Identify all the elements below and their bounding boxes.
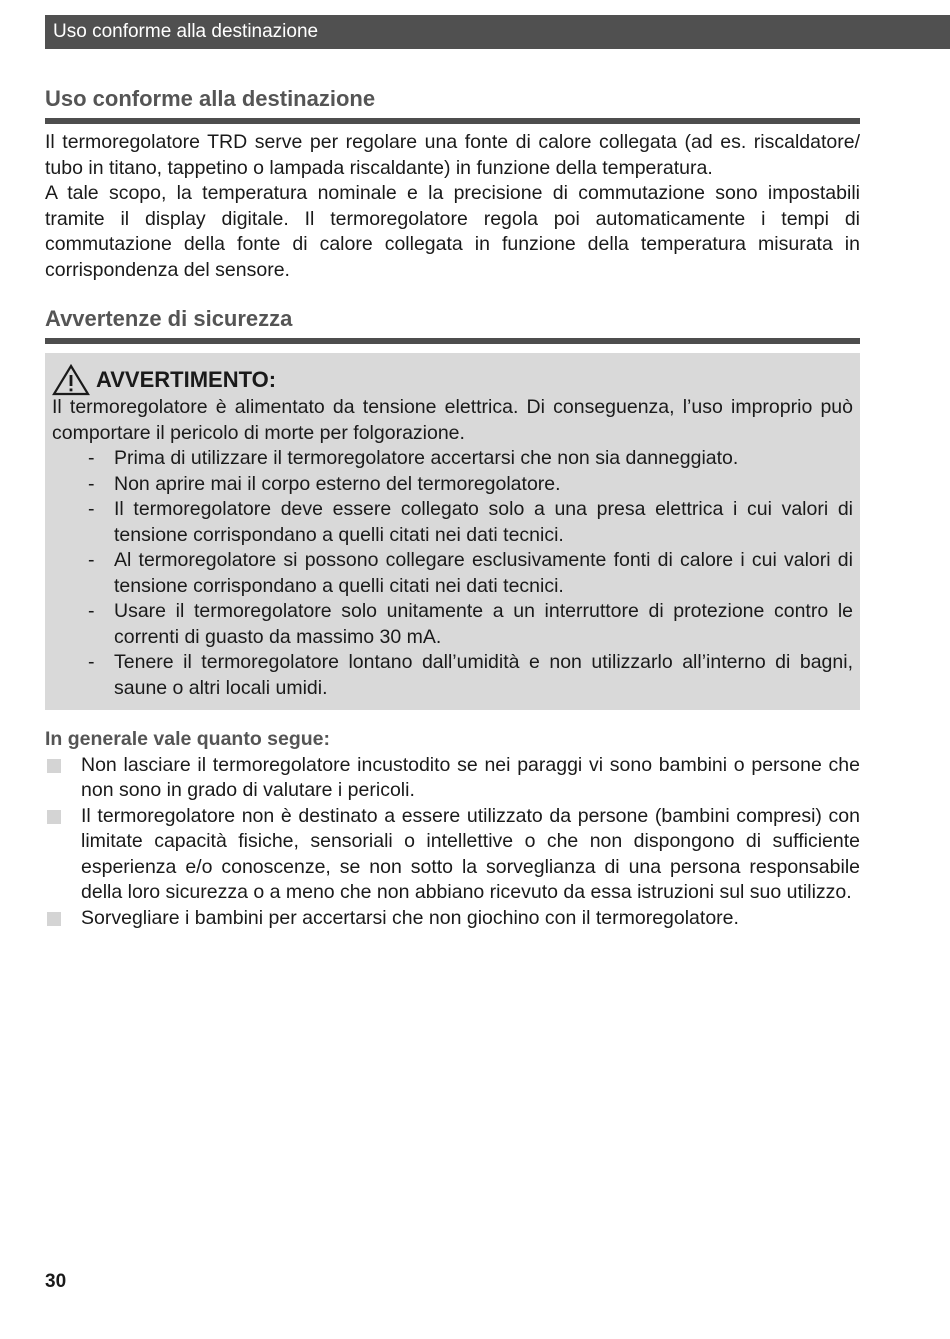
list-item: - Il termoregolatore deve essere collegato solo a una presa elettrica i cui valori di tensione corrispondano a quelli citati nei dati tecnici. [88,498,853,546]
section-safety-warnings [45,304,860,344]
list-item: - Usare il termoregolatore solo unitamente a un interruttore di protezione contro le correnti di guasto da massimo 30 mA. [88,600,853,648]
general-heading: In generale vale quanto segue: [45,728,330,750]
paragraph: A tale scopo, la temperatura nominale e la precisione di commutazione sono impostabili tramite il display digitale. Il termoregolatore regola poi automaticamente i tempi di commutazione della fonte di calore collegata in funzione della temperatura misurata in corrispondenza del sensore. [45,182,860,281]
section-heading-safety: Avvertenze di sicurezza [45,304,860,344]
list-item: Il termoregolatore non è destinato a essere utilizzato da persone (bambini compresi) con limitate capacità fisiche, sensoriali o intellettive o che non dispongono di sufficiente esperienza e/o conoscenze, se non sotto la sorveglianza di una persona responsabile della loro sicurezza o a meno che non abbiano ricevuto da essa istruzioni sul suo utilizzo. [45,804,860,906]
warning-list [52,446,853,701]
list-item: Sorvegliare i bambini per accertarsi che non giochino con il termoregolatore. [45,906,860,932]
section-heading-intended-use: Uso conforme alla destinazione [45,84,860,124]
warning-title: AVVERTIMENTO: [96,367,277,392]
list-item: Non lasciare il termoregolatore incustodito se nei paraggi vi sono bambini o persone che non sono in grado di valutare i pericoli. [45,753,860,804]
list-item: - Tenere il termoregolatore lontano dall’umidità e non utilizzarlo all’interno di bagni, saune o altri locali umidi. [88,651,853,699]
page-number: 30 [45,1271,67,1292]
square-bullet-icon [47,759,61,773]
square-bullet-icon [47,810,61,824]
running-header: Uso conforme alla destinazione [45,15,950,49]
square-bullet-icon [47,912,61,926]
section-intended-use [45,84,860,283]
warning-box [45,353,860,710]
list-item: - Al termoregolatore si possono collegare esclusivamente fonti di calore i cui valori di tensione corrispondano a quelli citati nei dati tecnici. [88,549,853,597]
section-body [45,130,860,283]
warning-header [52,365,853,395]
paragraph: Il termoregolatore TRD serve per regolare una fonte di calore collegata (ad es. riscaldatore/ tubo in titano, tappetino o lampada riscaldante) in funzione della temperatura. [45,131,860,179]
warning-intro: Il termoregolatore è alimentato da tensione elettrica. Di conseguenza, l’uso improprio può comportare il pericolo di morte per folgorazione. [52,396,853,444]
list-item: - Prima di utilizzare il termoregolatore accertarsi che non sia danneggiato. [88,447,739,469]
warning-triangle-icon [52,364,90,396]
general-list [45,753,860,932]
list-item: - Non aprire mai il corpo esterno del termoregolatore. [88,472,561,495]
warning-body [52,395,853,701]
general-section [45,727,860,931]
